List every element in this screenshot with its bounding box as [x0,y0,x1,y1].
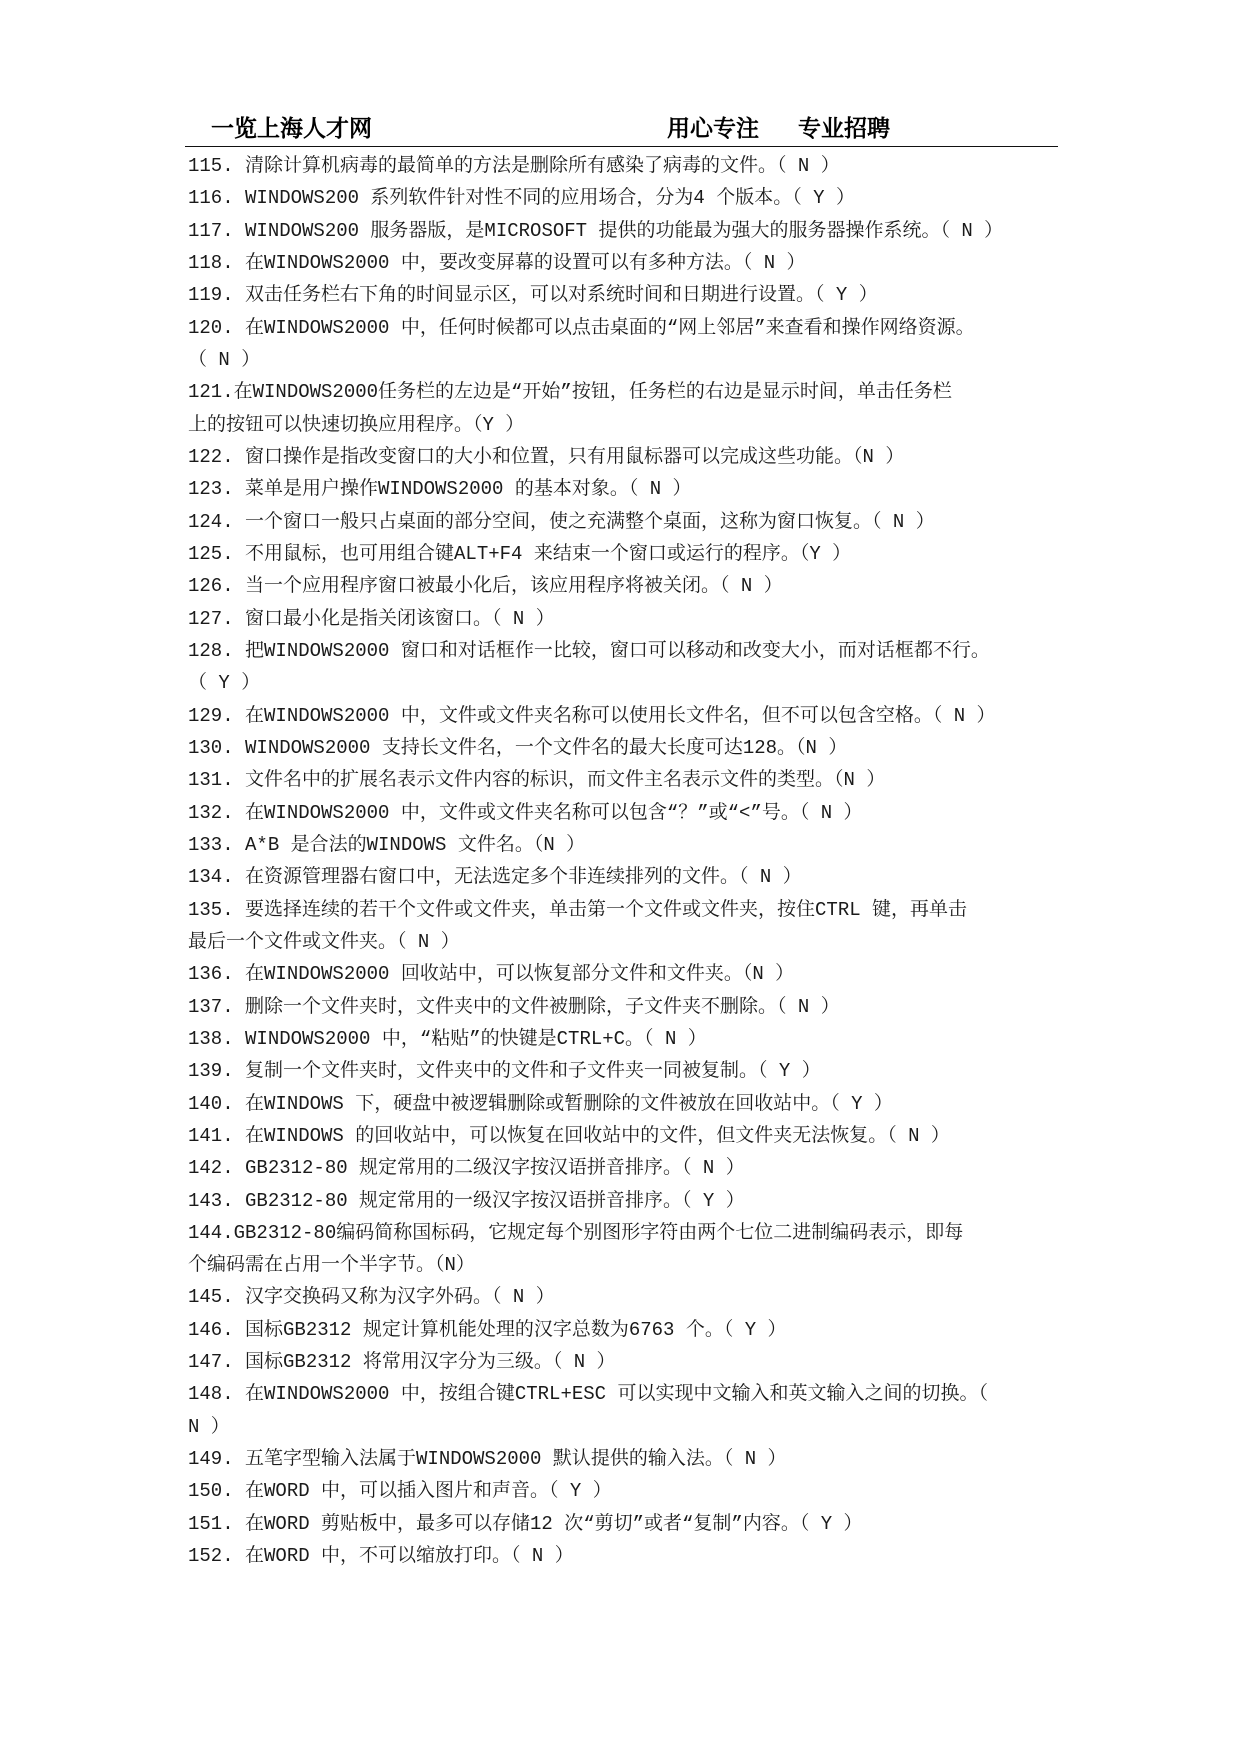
question-item [188,1217,1188,1282]
question-item [188,1281,1188,1313]
question-line: 134. 在资源管理器右窗口中，无法选定多个非连续排列的文件。（ N ） [188,866,802,889]
question-item [188,150,1188,182]
question-line: 139. 复制一个文件夹时，文件夹中的文件和子文件夹一同被复制。（ Y ） [188,1060,821,1083]
header-slogan-focus: 用心专注 [667,116,759,142]
question-item [188,1346,1188,1378]
question-item [188,991,1188,1023]
question-item [188,279,1188,311]
question-item [188,1185,1188,1217]
question-line: 136. 在WINDOWS2000 回收站中，可以恢复部分文件和文件夹。（N ） [188,963,795,986]
question-item [188,538,1188,570]
question-item [188,1152,1188,1184]
question-item [188,1378,1188,1443]
question-line: 146. 国标GB2312 规定计算机能处理的汉字总数为6763 个。（ Y ） [188,1318,787,1341]
question-item [188,570,1188,602]
question-item [188,958,1188,990]
question-item [188,861,1188,893]
question-line: 122. 窗口操作是指改变窗口的大小和位置，只有用鼠标器可以完成这些功能。（N ） [188,445,905,468]
question-line: 上的按钮可以快速切换应用程序。（Y ） [188,413,525,436]
question-line: 151. 在WORD 剪贴板中，最多可以存储12 次“剪切”或者“复制”内容。（ Y ） [188,1512,863,1535]
question-item [188,473,1188,505]
question-line: 152. 在WORD 中，不可以缩放打印。（ N ） [188,1545,574,1568]
question-line: 137. 删除一个文件夹时，文件夹中的文件被删除，子文件夹不删除。（ N ） [188,995,840,1018]
question-line: 117. WINDOWS200 服务器版，是MICROSOFT 提供的功能最为强大的服务器操作系统。（ N ） [188,219,1004,242]
question-list [188,150,1188,1572]
question-item [188,1475,1188,1507]
question-line: 144.GB2312-80编码简称国标码，它规定每个别图形字符由两个七位二进制编码表示，即每 [188,1221,964,1244]
header-divider [185,146,1058,147]
question-line: 118. 在WINDOWS2000 中，要改变屏幕的设置可以有多种方法。（ N ） [188,251,806,274]
question-item [188,1088,1188,1120]
question-line: 135. 要选择连续的若干个文件或文件夹，单击第一个文件或文件夹，按住CTRL 键，再单击 [188,898,968,921]
question-line: 147. 国标GB2312 将常用汉字分为三级。（ N ） [188,1351,616,1374]
question-item [188,764,1188,796]
question-item [188,829,1188,861]
question-item [188,1508,1188,1540]
question-item [188,732,1188,764]
question-line: 个编码需在占用一个半字节。（N） [188,1254,475,1277]
question-line: 129. 在WINDOWS2000 中，文件或文件夹名称可以使用长文件名，但不可以包含空格。（ N ） [188,704,996,727]
question-item [188,1023,1188,1055]
question-item [188,635,1188,700]
question-line: 126. 当一个应用程序窗口被最小化后，该应用程序将被关闭。（ N ） [188,575,783,598]
question-item [188,312,1188,377]
question-line: 145. 汉字交换码又称为汉字外码。（ N ） [188,1286,555,1309]
question-item [188,1120,1188,1152]
question-line: 142. GB2312-80 规定常用的二级汉字按汉语拼音排序。（ N ） [188,1157,745,1180]
question-line: 141. 在WINDOWS 的回收站中，可以恢复在回收站中的文件，但文件夹无法恢复。（ N ） [188,1124,950,1147]
question-line: 115. 清除计算机病毒的最简单的方法是删除所有感染了病毒的文件。（ N ） [188,155,840,177]
question-line: 124. 一个窗口一般只占桌面的部分空间，使之充满整个桌面，这称为窗口恢复。（ N ） [188,510,935,533]
question-line: 最后一个文件或文件夹。（ N ） [188,930,460,953]
question-line: 121.在WINDOWS2000任务栏的左边是“开始”按钮，任务栏的右边是显示时间，单击任务栏 [188,381,952,404]
question-item [188,894,1188,959]
question-line: 119. 双击任务栏右下角的时间显示区，可以对系统时间和日期进行设置。（ Y ） [188,284,878,307]
question-line: 133. A*B 是合法的WINDOWS 文件名。（N ） [188,833,586,856]
question-item [188,215,1188,247]
question-line: 131. 文件名中的扩展名表示文件内容的标识，而文件主名表示文件的类型。（N ） [188,769,886,792]
question-item [188,1314,1188,1346]
question-line: （ Y ） [188,672,261,695]
question-item [188,1540,1188,1572]
question-line: 120. 在WINDOWS2000 中，任何时候都可以点击桌面的“网上邻居”来查看和操作网络资源。 [188,316,975,339]
question-line: 123. 菜单是用户操作WINDOWS2000 的基本对象。（ N ） [188,478,692,501]
question-item [188,247,1188,279]
header-slogan-recruit: 专业招聘 [798,116,890,142]
question-item [188,797,1188,829]
question-line: 140. 在WINDOWS 下，硬盘中被逻辑删除或暂删除的文件被放在回收站中。（ Y ） [188,1092,893,1115]
question-item [188,1055,1188,1087]
question-line: 130. WINDOWS2000 支持长文件名，一个文件名的最大长度可达128。（N ） [188,736,848,759]
question-line: N ） [188,1415,230,1438]
question-line: 138. WINDOWS2000 中，“粘贴”的快键是CTRL+C。（ N ） [188,1027,707,1050]
question-line: （ N ） [188,348,261,371]
question-line: 116. WINDOWS200 系列软件针对性不同的应用场合，分为4 个版本。（ Y ） [188,187,855,210]
question-item [188,700,1188,732]
question-line: 132. 在WINDOWS2000 中，文件或文件夹名称可以包含“？”或“<”号。（ N ） [188,801,863,824]
question-item [188,376,1188,441]
question-line: 150. 在WORD 中，可以插入图片和声音。（ Y ） [188,1480,612,1503]
question-line: 149. 五笔字型输入法属于WINDOWS2000 默认提供的输入法。（ N ） [188,1448,787,1471]
header-site-name: 一览上海人才网 [211,116,372,142]
question-item [188,182,1188,214]
question-line: 128. 把WINDOWS2000 窗口和对话框作一比较，窗口可以移动和改变大小，而对话框都不行。 [188,639,990,662]
question-item [188,603,1188,635]
question-line: 125. 不用鼠标，也可用组合键ALT+F4 来结束一个窗口或运行的程序。（Y ） [188,542,852,565]
question-line: 143. GB2312-80 规定常用的一级汉字按汉语拼音排序。（ Y ） [188,1189,745,1212]
question-item [188,506,1188,538]
question-line: 127. 窗口最小化是指关闭该窗口。（ N ） [188,607,555,630]
question-item [188,441,1188,473]
question-item [188,1443,1188,1475]
question-line: 148. 在WINDOWS2000 中，按组合键CTRL+ESC 可以实现中文输入和英文输入之间的切换。（ [188,1383,988,1406]
